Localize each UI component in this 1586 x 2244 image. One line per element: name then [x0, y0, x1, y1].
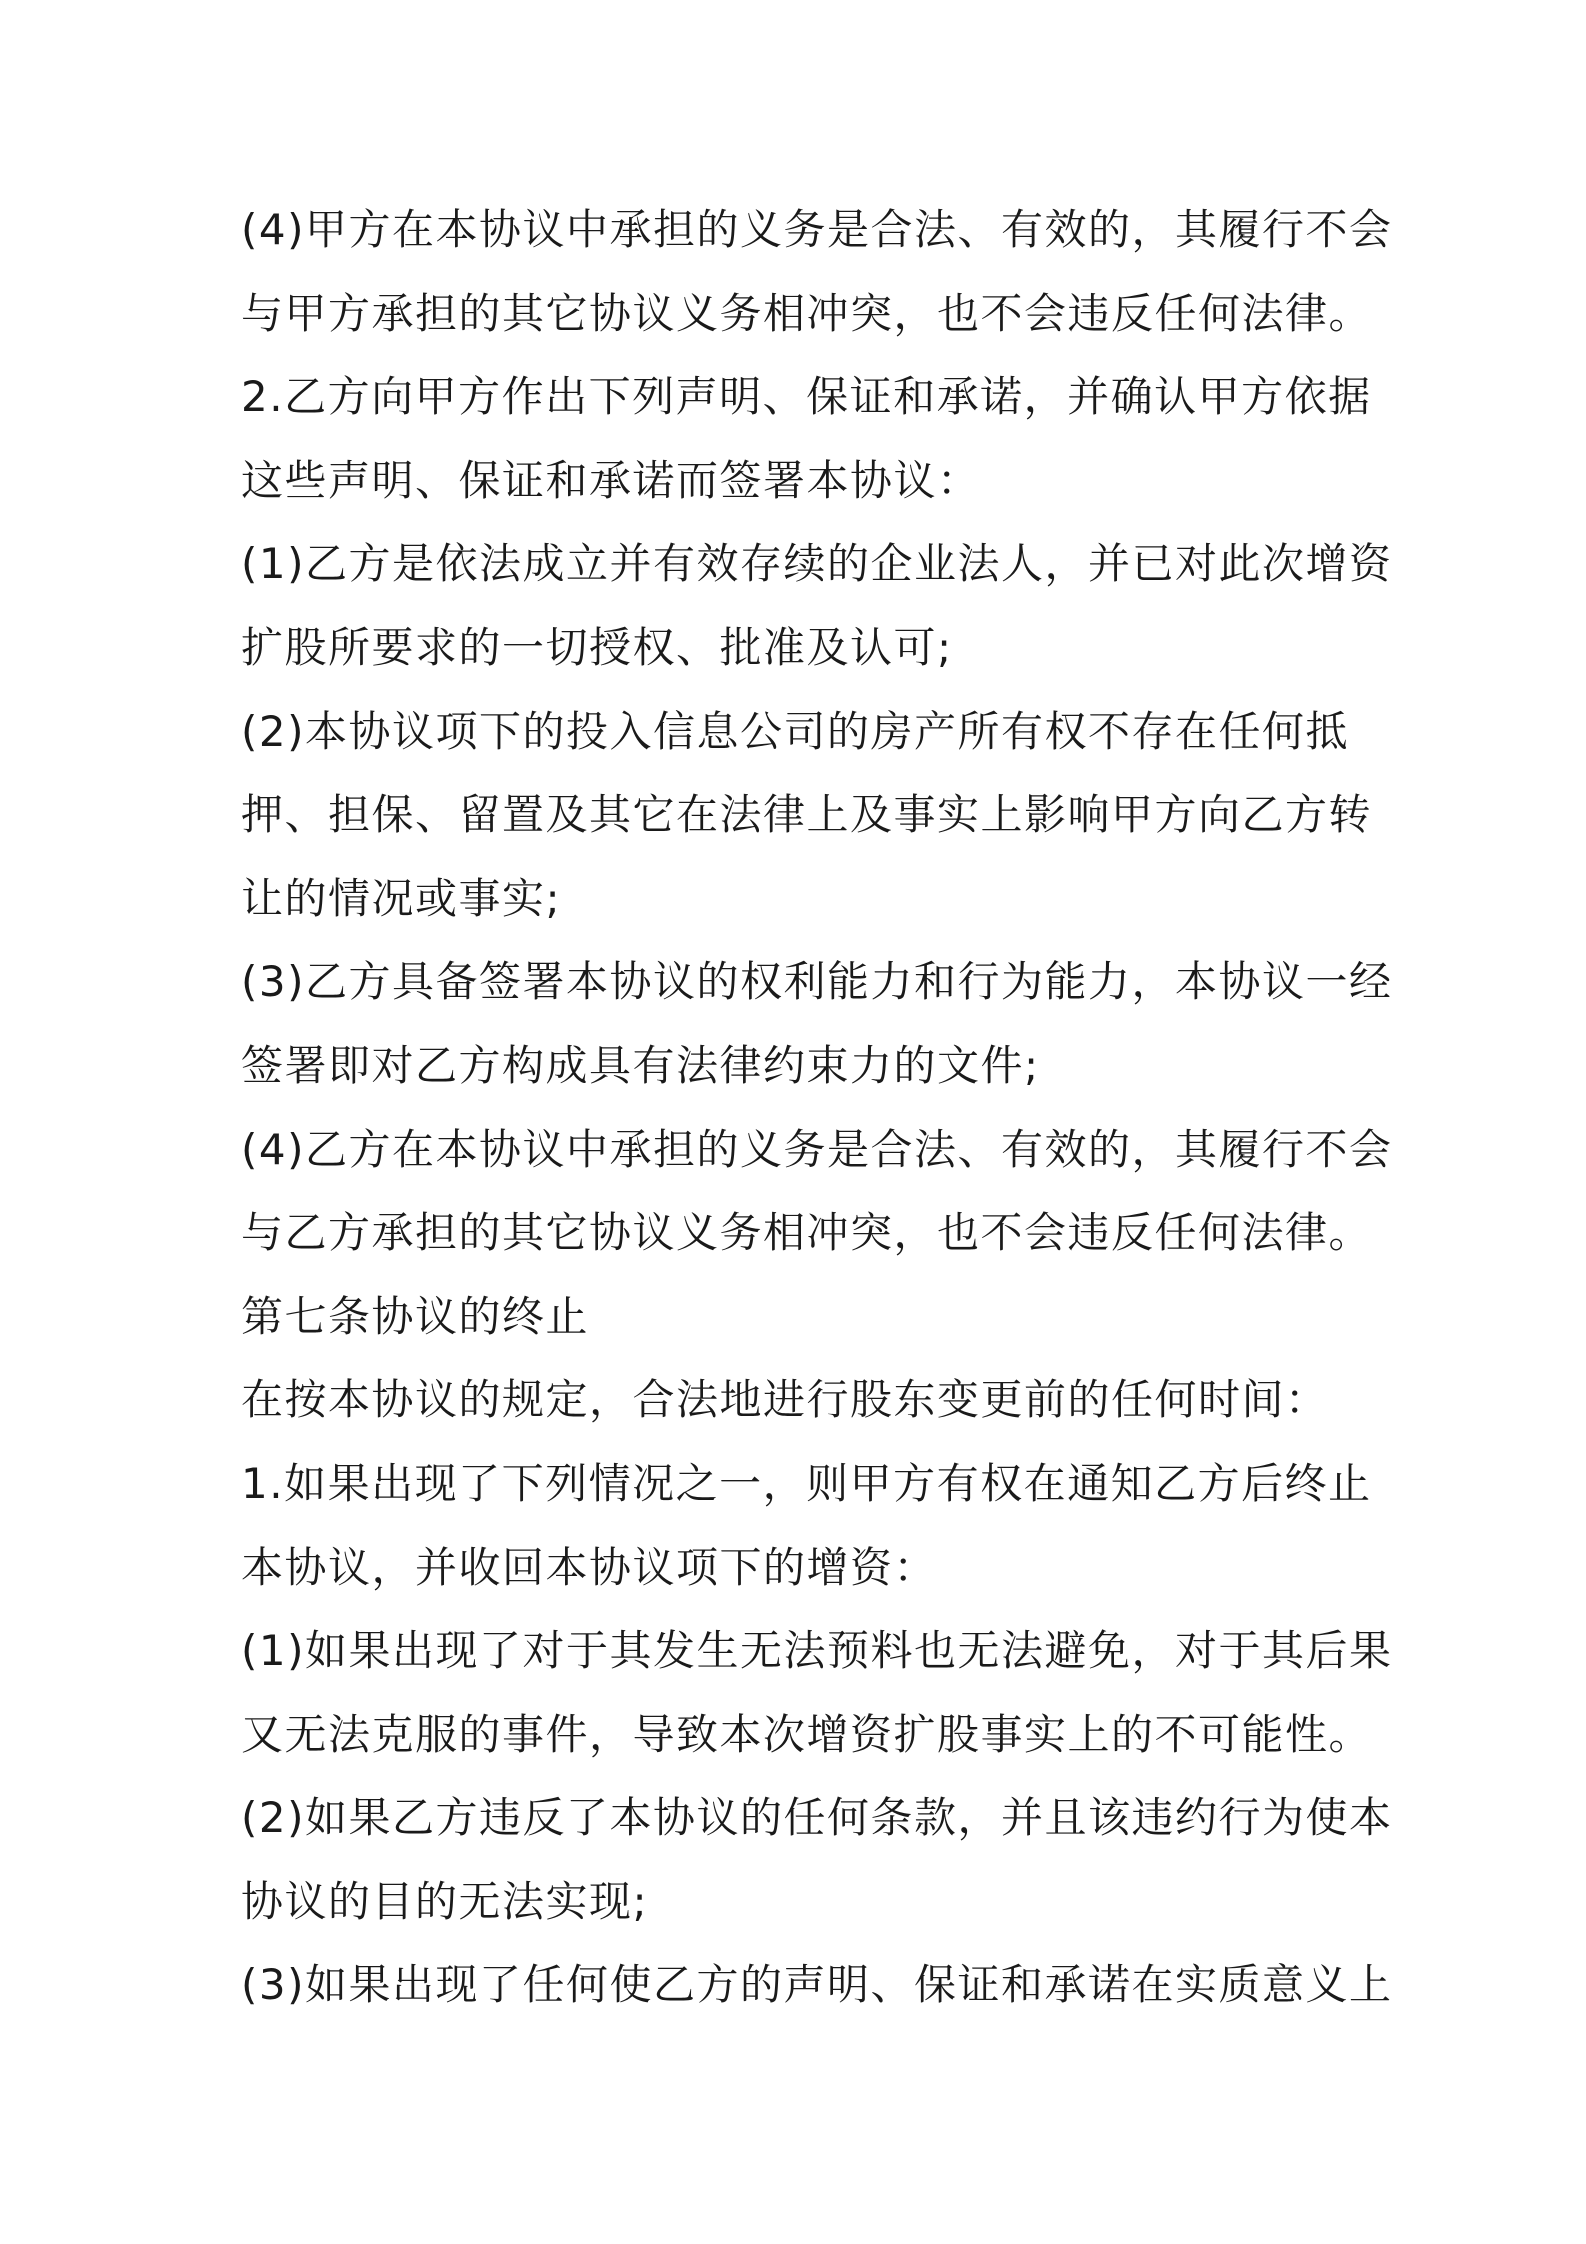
text-line: 与甲方承担的其它协议义务相冲突，也不会违反任何法律。	[241, 288, 1373, 338]
text-line: 在按本协议的规定，合法地进行股东变更前的任何时间：	[241, 1375, 1329, 1425]
section-heading: 第七条协议的终止	[241, 1291, 590, 1341]
text-line: 又无法克服的事件，导致本次增资扩股事实上的不可能性。	[241, 1709, 1373, 1759]
document-body	[241, 188, 1393, 2027]
text-line: 与乙方承担的其它协议义务相冲突，也不会违反任何法律。	[241, 1208, 1373, 1258]
text-line: 让的情况或事实;	[241, 873, 562, 923]
text-line: 扩股所要求的一切授权、批准及认可;	[241, 622, 953, 672]
text-line: 签署即对乙方构成具有法律约束力的文件;	[241, 1040, 1040, 1090]
text-line: 这些声明、保证和承诺而签署本协议：	[241, 455, 981, 505]
text-line: (1)乙方是依法成立并有效存续的企业法人，并已对此次增资	[241, 539, 1393, 589]
text-line: (4)乙方在本协议中承担的义务是合法、有效的，其履行不会	[241, 1124, 1393, 1174]
text-line: 1.如果出现了下列情况之一，则甲方有权在通知乙方后终止	[241, 1458, 1372, 1508]
text-line: 2.乙方向甲方作出下列声明、保证和承诺，并确认甲方依据	[241, 372, 1372, 422]
text-line: (2)本协议项下的投入信息公司的房产所有权不存在任何抵	[241, 706, 1349, 756]
text-line: (3)乙方具备签署本协议的权利能力和行为能力，本协议一经	[241, 957, 1393, 1007]
text-line: 本协议，并收回本协议项下的增资：	[241, 1542, 938, 1592]
text-line: 协议的目的无法实现;	[241, 1876, 649, 1926]
text-line: 押、担保、留置及其它在法律上及事实上影响甲方向乙方转	[241, 790, 1373, 840]
text-line: (3)如果出现了任何使乙方的声明、保证和承诺在实质意义上	[241, 1960, 1393, 2010]
text-line: (4)甲方在本协议中承担的义务是合法、有效的，其履行不会	[241, 205, 1393, 254]
text-line: (1)如果出现了对于其发生无法预料也无法避免，对于其后果	[241, 1626, 1393, 1676]
text-line: (2)如果乙方违反了本协议的任何条款，并且该违约行为使本	[241, 1793, 1393, 1843]
